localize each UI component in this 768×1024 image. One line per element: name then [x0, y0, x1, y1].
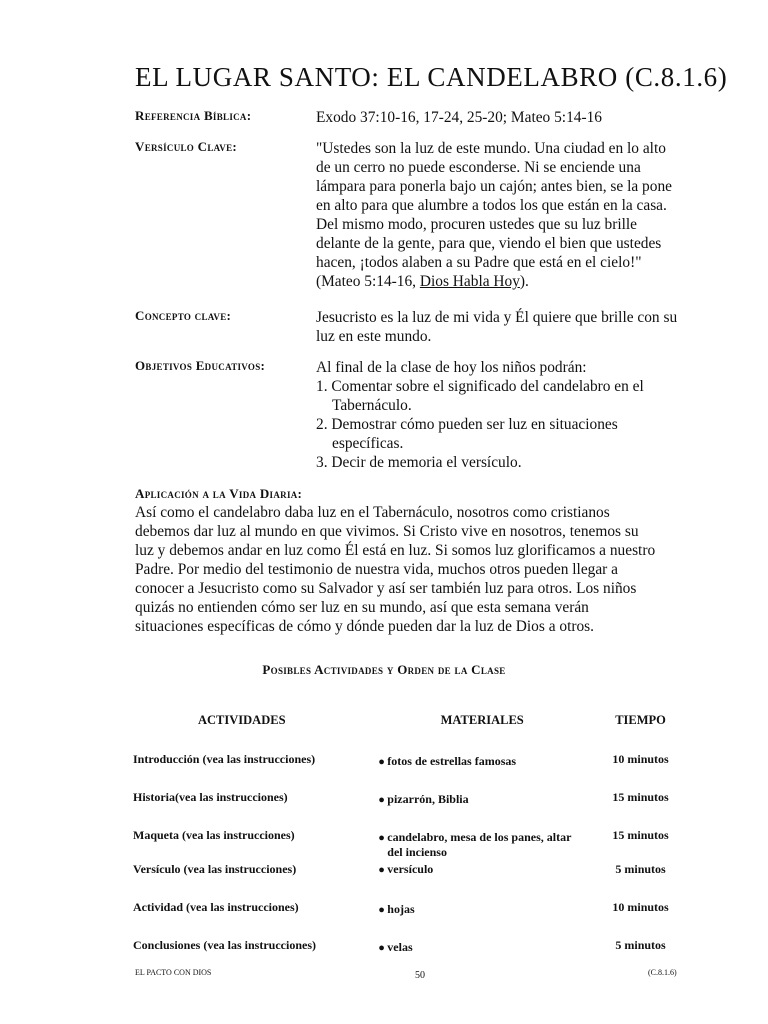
material-text: velas [387, 940, 413, 954]
activity-cell: Actividad (vea las instrucciones) [133, 900, 299, 914]
material-cell [376, 824, 588, 862]
activity-cell: Maqueta (vea las instrucciones) [133, 828, 295, 842]
application-label: Aplicación a la Vida Diaria: [135, 486, 303, 501]
material-cell [376, 748, 588, 786]
concept-line: luz en este mundo. [316, 328, 432, 345]
bullet-icon: ● [378, 904, 385, 916]
citation-prefix: (Mateo 5:14-16, [316, 273, 420, 290]
objective-item-cont: específicas. [332, 435, 404, 452]
material-text: hojas [387, 902, 415, 916]
time-cell: 15 minutos [612, 790, 669, 804]
activity-cell: Versículo (vea las instrucciones) [133, 862, 297, 876]
verse-line: Del mismo modo, procuren ustedes que su luz brille [316, 216, 638, 233]
application-line: luz y debemos andar en luz como Él está en luz. Si somos luz glorificamos a nuestro [135, 542, 656, 559]
activity-cell: Introducción (vea las instrucciones) [133, 752, 316, 766]
application-line: debemos dar luz al mundo en que vivimos. Si Cristo vive en nosotros, tenemos su [135, 523, 639, 540]
activities-section-title: Posibles Actividades y Orden de la Clase [262, 662, 506, 677]
bullet-icon: ● [378, 794, 385, 806]
table-row [133, 824, 693, 862]
application-line: quizás no entienden cómo ser luz en su mundo, así que esta semana verán [135, 599, 589, 616]
application-text [135, 503, 725, 636]
objective-item: 1. Comentar sobre el significado del candelabro en el [316, 378, 644, 395]
objectives-list [316, 358, 711, 472]
page-title: EL LUGAR SANTO: EL CANDELABRO (C.8.1.6) [135, 62, 728, 92]
table-row [133, 748, 693, 786]
verse-line: en alto para que alumbre a todos los que están en la casa. [316, 197, 667, 214]
footer-book-title: EL PACTO CON DIOS [135, 968, 212, 977]
reference-value: Exodo 37:10-16, 17-24, 25-20; Mateo 5:14-16 [316, 109, 602, 126]
column-header-materials: MATERIALES [440, 713, 524, 727]
bullet-icon: ● [378, 832, 385, 844]
time-cell: 5 minutos [615, 862, 666, 876]
key-verse-label: Versículo Clave: [135, 139, 238, 154]
activity-cell: Historia(vea las instrucciones) [133, 790, 288, 804]
activities-table [133, 713, 693, 972]
objective-item-cont: Tabernáculo. [332, 397, 412, 414]
bullet-icon: ● [378, 756, 385, 768]
material-text: candelabro, mesa de los panes, altar [387, 830, 572, 844]
bullet-icon: ● [378, 942, 385, 954]
material-text: fotos de estrellas famosas [387, 754, 517, 768]
concept-line: Jesucristo es la luz de mi vida y Él quiere que brille con su [316, 309, 678, 326]
material-text: versículo [387, 862, 434, 876]
material-cell [376, 934, 588, 972]
bullet-icon: ● [378, 864, 385, 876]
objectives-intro: Al final de la clase de hoy los niños podrán: [316, 359, 587, 376]
time-cell: 5 minutos [615, 938, 666, 952]
material-cell [376, 896, 588, 934]
page-number: 50 [415, 970, 425, 981]
verse-line: "Ustedes son la luz de este mundo. Una ciudad en lo alto [316, 140, 666, 157]
key-verse-text [316, 139, 711, 291]
objective-item: 3. Decir de memoria el versículo. [316, 454, 522, 471]
table-row [133, 786, 693, 824]
material-cell [376, 862, 588, 896]
verse-line: de un cerro no puede esconderse. Ni se enciende una [316, 159, 641, 176]
verse-citation [316, 272, 711, 291]
bible-version-link[interactable]: Dios Habla Hoy [419, 273, 520, 290]
column-header-time: TIEMPO [615, 713, 666, 727]
material-text: pizarrón, Biblia [387, 792, 469, 806]
citation-suffix: ). [519, 273, 529, 290]
material-text-cont: del incienso [387, 845, 447, 859]
time-cell: 15 minutos [612, 828, 669, 842]
time-cell: 10 minutos [612, 752, 669, 766]
footer-lesson-code: (C.8.1.6) [648, 968, 677, 977]
key-concept-label: Concepto clave: [135, 308, 232, 323]
table-row [133, 862, 693, 896]
objectives-label: Objetivos Educativos: [135, 358, 266, 373]
application-line: conocer a Jesucristo como su Salvador y así ser también luz para otros. Los niños [135, 580, 637, 597]
time-cell: 10 minutos [612, 900, 669, 914]
objective-item: 2. Demostrar cómo pueden ser luz en situaciones [316, 416, 618, 433]
verse-line: delante de la gente, para que, viendo el bien que ustedes [316, 235, 662, 252]
application-line: Padre. Por medio del testimonio de nuestra vida, muchos otros pueden llegar a [135, 561, 618, 578]
table-header-row [133, 713, 693, 748]
column-header-activities: ACTIVIDADES [198, 713, 286, 727]
application-line: Así como el candelabro daba luz en el Tabernáculo, nosotros como cristianos [135, 504, 610, 521]
material-cell [376, 786, 588, 824]
reference-label: Referencia Bíblica: [135, 108, 252, 123]
table-row [133, 934, 693, 972]
verse-line: lámpara para ponerla bajo un cajón; antes bien, se la pone [316, 178, 672, 195]
verse-line: hacen, ¡todos alaben a su Padre que está en el cielo!" [316, 254, 642, 271]
table-row [133, 896, 693, 934]
activity-cell: Conclusiones (vea las instrucciones) [133, 938, 316, 952]
application-line: situaciones específicas de cómo y dónde pueden dar la luz de Dios a otros. [135, 618, 595, 635]
key-concept-text [316, 308, 711, 346]
